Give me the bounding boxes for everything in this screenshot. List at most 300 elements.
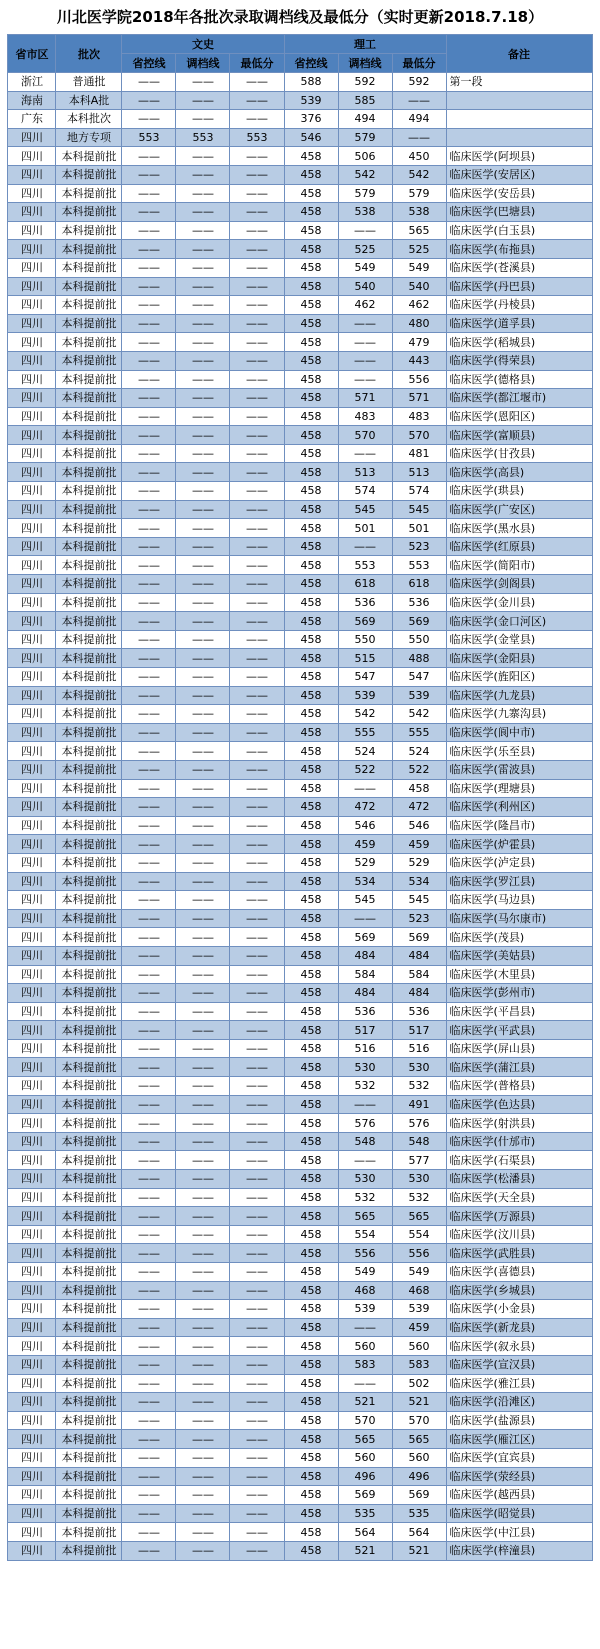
science-filing-line-cell: ——: [338, 1318, 392, 1337]
science-min-score-cell: 532: [392, 1077, 446, 1096]
province-cell: 四川: [8, 668, 56, 687]
note-cell: 临床医学(旌阳区): [446, 668, 592, 687]
province-cell: 四川: [8, 723, 56, 742]
arts-min-score-cell: ——: [230, 1300, 284, 1319]
arts-filing-line-cell: ——: [176, 984, 230, 1003]
science-min-score-cell: 556: [392, 370, 446, 389]
note-cell: 临床医学(松潘县): [446, 1170, 592, 1189]
province-cell: 四川: [8, 891, 56, 910]
batch-cell: 本科提前批: [56, 723, 122, 742]
batch-cell: 本科A批: [56, 91, 122, 110]
province-cell: 四川: [8, 258, 56, 277]
science-filing-line-cell: 532: [338, 1188, 392, 1207]
province-cell: 四川: [8, 463, 56, 482]
note-cell: 临床医学(什邡市): [446, 1132, 592, 1151]
table-row: [8, 1430, 592, 1449]
table-row: [8, 370, 592, 389]
science-control-line-cell: 458: [284, 1411, 338, 1430]
table-row: [8, 1523, 592, 1542]
science-control-line-cell: 458: [284, 835, 338, 854]
science-control-line-cell: 458: [284, 500, 338, 519]
science-min-score-cell: 483: [392, 407, 446, 426]
arts-control-line-cell: ——: [122, 73, 176, 92]
arts-control-line-cell: ——: [122, 1281, 176, 1300]
science-filing-line-cell: 524: [338, 742, 392, 761]
science-control-line-cell: 458: [284, 593, 338, 612]
header-arts-control-line: 省控线: [122, 54, 176, 73]
table-row: [8, 965, 592, 984]
note-cell: 临床医学(金口河区): [446, 612, 592, 631]
arts-control-line-cell: ——: [122, 389, 176, 408]
batch-cell: 本科提前批: [56, 1207, 122, 1226]
arts-control-line-cell: ——: [122, 705, 176, 724]
science-filing-line-cell: 529: [338, 853, 392, 872]
science-control-line-cell: 458: [284, 556, 338, 575]
note-cell: 临床医学(马尔康市): [446, 909, 592, 928]
science-filing-line-cell: 462: [338, 296, 392, 315]
science-control-line-cell: 458: [284, 612, 338, 631]
arts-control-line-cell: ——: [122, 872, 176, 891]
arts-min-score-cell: ——: [230, 407, 284, 426]
arts-control-line-cell: ——: [122, 779, 176, 798]
science-filing-line-cell: 553: [338, 556, 392, 575]
science-control-line-cell: 458: [284, 519, 338, 538]
arts-min-score-cell: ——: [230, 965, 284, 984]
arts-control-line-cell: ——: [122, 314, 176, 333]
arts-min-score-cell: ——: [230, 1114, 284, 1133]
province-cell: 四川: [8, 575, 56, 594]
note-cell: 临床医学(雷波县): [446, 760, 592, 779]
table-row: [8, 73, 592, 92]
table-row: [8, 1504, 592, 1523]
science-control-line-cell: 458: [284, 668, 338, 687]
batch-cell: 本科提前批: [56, 816, 122, 835]
note-cell: 临床医学(泸定县): [446, 853, 592, 872]
science-filing-line-cell: 513: [338, 463, 392, 482]
science-filing-line-cell: 547: [338, 668, 392, 687]
arts-min-score-cell: ——: [230, 277, 284, 296]
province-cell: 四川: [8, 965, 56, 984]
arts-min-score-cell: ——: [230, 1523, 284, 1542]
science-filing-line-cell: 556: [338, 1244, 392, 1263]
arts-control-line-cell: ——: [122, 1058, 176, 1077]
science-min-score-cell: 523: [392, 537, 446, 556]
province-cell: 浙江: [8, 73, 56, 92]
science-min-score-cell: 459: [392, 1318, 446, 1337]
science-filing-line-cell: 535: [338, 1504, 392, 1523]
science-min-score-cell: 468: [392, 1281, 446, 1300]
science-control-line-cell: 458: [284, 649, 338, 668]
arts-filing-line-cell: ——: [176, 556, 230, 575]
note-cell: 临床医学(中江县): [446, 1523, 592, 1542]
note-cell: 临床医学(小金县): [446, 1300, 592, 1319]
note-cell: 临床医学(隆昌市): [446, 816, 592, 835]
note-cell: 临床医学(汶川县): [446, 1225, 592, 1244]
note-cell: 临床医学(金堂县): [446, 630, 592, 649]
science-min-score-cell: 530: [392, 1170, 446, 1189]
batch-cell: 本科提前批: [56, 482, 122, 501]
table-row: [8, 630, 592, 649]
science-filing-line-cell: 530: [338, 1058, 392, 1077]
table-row: [8, 1244, 592, 1263]
province-cell: 四川: [8, 686, 56, 705]
note-cell: 临床医学(布拖县): [446, 240, 592, 259]
science-control-line-cell: 458: [284, 1486, 338, 1505]
note-cell: 临床医学(武胜县): [446, 1244, 592, 1263]
arts-min-score-cell: ——: [230, 816, 284, 835]
science-filing-line-cell: 585: [338, 91, 392, 110]
province-cell: 四川: [8, 1374, 56, 1393]
table-row: [8, 1337, 592, 1356]
note-cell: 临床医学(茂县): [446, 928, 592, 947]
arts-control-line-cell: ——: [122, 891, 176, 910]
arts-filing-line-cell: ——: [176, 1337, 230, 1356]
header-science-control-line: 省控线: [284, 54, 338, 73]
table-row: [8, 612, 592, 631]
science-control-line-cell: 458: [284, 389, 338, 408]
arts-control-line-cell: ——: [122, 500, 176, 519]
science-filing-line-cell: 515: [338, 649, 392, 668]
science-control-line-cell: 458: [284, 575, 338, 594]
science-filing-line-cell: 569: [338, 612, 392, 631]
science-control-line-cell: 539: [284, 91, 338, 110]
science-filing-line-cell: 545: [338, 891, 392, 910]
province-cell: 四川: [8, 240, 56, 259]
province-cell: 四川: [8, 1021, 56, 1040]
note-cell: 临床医学(罗江县): [446, 872, 592, 891]
batch-cell: 本科提前批: [56, 333, 122, 352]
batch-cell: 本科提前批: [56, 240, 122, 259]
province-cell: 广东: [8, 110, 56, 129]
province-cell: 四川: [8, 1207, 56, 1226]
science-filing-line-cell: 472: [338, 798, 392, 817]
arts-min-score-cell: ——: [230, 500, 284, 519]
arts-filing-line-cell: ——: [176, 370, 230, 389]
arts-control-line-cell: ——: [122, 91, 176, 110]
note-cell: 临床医学(广安区): [446, 500, 592, 519]
province-cell: 四川: [8, 835, 56, 854]
arts-control-line-cell: ——: [122, 370, 176, 389]
table-row: [8, 314, 592, 333]
arts-control-line-cell: ——: [122, 240, 176, 259]
science-filing-line-cell: 569: [338, 928, 392, 947]
science-min-score-cell: 496: [392, 1467, 446, 1486]
science-min-score-cell: 459: [392, 835, 446, 854]
science-min-score-cell: 529: [392, 853, 446, 872]
science-control-line-cell: 458: [284, 1300, 338, 1319]
note-cell: 临床医学(丹巴县): [446, 277, 592, 296]
science-control-line-cell: 458: [284, 723, 338, 742]
science-control-line-cell: 458: [284, 1448, 338, 1467]
science-filing-line-cell: 516: [338, 1039, 392, 1058]
science-filing-line-cell: 545: [338, 500, 392, 519]
note-cell: 临床医学(石渠县): [446, 1151, 592, 1170]
arts-control-line-cell: ——: [122, 1393, 176, 1412]
arts-min-score-cell: ——: [230, 73, 284, 92]
arts-filing-line-cell: ——: [176, 537, 230, 556]
table-row: [8, 519, 592, 538]
arts-filing-line-cell: ——: [176, 705, 230, 724]
batch-cell: 本科提前批: [56, 1541, 122, 1560]
science-min-score-cell: 554: [392, 1225, 446, 1244]
arts-control-line-cell: ——: [122, 519, 176, 538]
arts-filing-line-cell: ——: [176, 1021, 230, 1040]
arts-filing-line-cell: ——: [176, 1523, 230, 1542]
science-min-score-cell: 564: [392, 1523, 446, 1542]
arts-filing-line-cell: ——: [176, 165, 230, 184]
arts-control-line-cell: ——: [122, 1300, 176, 1319]
province-cell: 四川: [8, 407, 56, 426]
arts-control-line-cell: ——: [122, 835, 176, 854]
table-row: [8, 853, 592, 872]
arts-min-score-cell: ——: [230, 1170, 284, 1189]
science-filing-line-cell: 549: [338, 1263, 392, 1282]
science-min-score-cell: 532: [392, 1188, 446, 1207]
province-cell: 四川: [8, 1077, 56, 1096]
arts-min-score-cell: ——: [230, 444, 284, 463]
batch-cell: 本科提前批: [56, 612, 122, 631]
science-min-score-cell: 545: [392, 891, 446, 910]
science-min-score-cell: 443: [392, 351, 446, 370]
science-control-line-cell: 458: [284, 333, 338, 352]
arts-min-score-cell: ——: [230, 946, 284, 965]
province-cell: 四川: [8, 1467, 56, 1486]
science-filing-line-cell: ——: [338, 1095, 392, 1114]
batch-cell: 本科提前批: [56, 426, 122, 445]
province-cell: 四川: [8, 1411, 56, 1430]
arts-filing-line-cell: ——: [176, 965, 230, 984]
arts-control-line-cell: ——: [122, 649, 176, 668]
arts-min-score-cell: ——: [230, 649, 284, 668]
table-row: [8, 891, 592, 910]
province-cell: 四川: [8, 1337, 56, 1356]
arts-filing-line-cell: ——: [176, 1281, 230, 1300]
science-filing-line-cell: 564: [338, 1523, 392, 1542]
science-filing-line-cell: 542: [338, 165, 392, 184]
arts-min-score-cell: ——: [230, 612, 284, 631]
note-cell: 临床医学(马边县): [446, 891, 592, 910]
province-cell: 四川: [8, 1486, 56, 1505]
arts-filing-line-cell: ——: [176, 407, 230, 426]
science-min-score-cell: 550: [392, 630, 446, 649]
admission-score-table: [7, 34, 592, 1561]
arts-min-score-cell: ——: [230, 537, 284, 556]
note-cell: 临床医学(蒲江县): [446, 1058, 592, 1077]
batch-cell: 本科提前批: [56, 1337, 122, 1356]
arts-control-line-cell: ——: [122, 1504, 176, 1523]
table-row: [8, 872, 592, 891]
batch-cell: 本科提前批: [56, 965, 122, 984]
arts-min-score-cell: ——: [230, 110, 284, 129]
arts-filing-line-cell: ——: [176, 1300, 230, 1319]
arts-control-line-cell: ——: [122, 1021, 176, 1040]
arts-filing-line-cell: ——: [176, 389, 230, 408]
batch-cell: 本科提前批: [56, 1374, 122, 1393]
arts-filing-line-cell: ——: [176, 1114, 230, 1133]
table-row: [8, 351, 592, 370]
arts-filing-line-cell: ——: [176, 1448, 230, 1467]
science-min-score-cell: 538: [392, 203, 446, 222]
note-cell: 临床医学(德格县): [446, 370, 592, 389]
note-cell: 临床医学(都江堰市): [446, 389, 592, 408]
note-cell: 临床医学(苍溪县): [446, 258, 592, 277]
arts-control-line-cell: ——: [122, 760, 176, 779]
science-control-line-cell: 458: [284, 1337, 338, 1356]
science-control-line-cell: 458: [284, 984, 338, 1003]
batch-cell: 本科提前批: [56, 1225, 122, 1244]
arts-control-line-cell: ——: [122, 407, 176, 426]
science-min-score-cell: 546: [392, 816, 446, 835]
table-row: [8, 1467, 592, 1486]
arts-control-line-cell: ——: [122, 816, 176, 835]
note-cell: 临床医学(阿坝县): [446, 147, 592, 166]
batch-cell: 本科提前批: [56, 668, 122, 687]
note-cell: 临床医学(炉霍县): [446, 835, 592, 854]
arts-min-score-cell: ——: [230, 1077, 284, 1096]
science-control-line-cell: 458: [284, 463, 338, 482]
province-cell: 四川: [8, 1393, 56, 1412]
arts-control-line-cell: ——: [122, 686, 176, 705]
science-filing-line-cell: 484: [338, 984, 392, 1003]
arts-min-score-cell: ——: [230, 1486, 284, 1505]
batch-cell: 本科提前批: [56, 500, 122, 519]
header-science: 理工: [284, 35, 446, 54]
province-cell: 四川: [8, 1188, 56, 1207]
arts-filing-line-cell: ——: [176, 1039, 230, 1058]
arts-control-line-cell: ——: [122, 1541, 176, 1560]
arts-min-score-cell: ——: [230, 463, 284, 482]
science-min-score-cell: 618: [392, 575, 446, 594]
note-cell: 临床医学(平昌县): [446, 1002, 592, 1021]
province-cell: 四川: [8, 1170, 56, 1189]
table-row: [8, 147, 592, 166]
arts-min-score-cell: ——: [230, 1132, 284, 1151]
batch-cell: 本科提前批: [56, 1448, 122, 1467]
note-cell: 临床医学(得荣县): [446, 351, 592, 370]
science-min-score-cell: 536: [392, 593, 446, 612]
province-cell: 四川: [8, 1114, 56, 1133]
note-cell: 临床医学(沿滩区): [446, 1393, 592, 1412]
batch-cell: 本科提前批: [56, 1095, 122, 1114]
science-min-score-cell: 521: [392, 1541, 446, 1560]
arts-min-score-cell: ——: [230, 872, 284, 891]
batch-cell: 本科提前批: [56, 1244, 122, 1263]
arts-control-line-cell: ——: [122, 203, 176, 222]
arts-filing-line-cell: ——: [176, 1207, 230, 1226]
arts-filing-line-cell: ——: [176, 668, 230, 687]
science-control-line-cell: 458: [284, 1188, 338, 1207]
science-filing-line-cell: 554: [338, 1225, 392, 1244]
science-control-line-cell: 458: [284, 1541, 338, 1560]
table-row: [8, 463, 592, 482]
table-row: [8, 668, 592, 687]
science-filing-line-cell: ——: [338, 444, 392, 463]
batch-cell: 本科提前批: [56, 1170, 122, 1189]
batch-cell: 本科提前批: [56, 779, 122, 798]
science-min-score-cell: 494: [392, 110, 446, 129]
science-min-score-cell: 592: [392, 73, 446, 92]
arts-min-score-cell: ——: [230, 723, 284, 742]
arts-filing-line-cell: ——: [176, 686, 230, 705]
science-filing-line-cell: 574: [338, 482, 392, 501]
arts-min-score-cell: ——: [230, 1207, 284, 1226]
table-row: [8, 1541, 592, 1560]
science-control-line-cell: 458: [284, 203, 338, 222]
province-cell: 四川: [8, 705, 56, 724]
arts-control-line-cell: ——: [122, 1318, 176, 1337]
batch-cell: 本科提前批: [56, 853, 122, 872]
province-cell: 四川: [8, 909, 56, 928]
arts-min-score-cell: ——: [230, 779, 284, 798]
science-control-line-cell: 458: [284, 1523, 338, 1542]
province-cell: 四川: [8, 1263, 56, 1282]
arts-filing-line-cell: ——: [176, 1225, 230, 1244]
table-row: [8, 984, 592, 1003]
arts-filing-line-cell: ——: [176, 798, 230, 817]
batch-cell: 本科提前批: [56, 1504, 122, 1523]
arts-control-line-cell: ——: [122, 426, 176, 445]
header-science-min-score: 最低分: [392, 54, 446, 73]
header-row-1: [8, 35, 592, 54]
arts-filing-line-cell: ——: [176, 909, 230, 928]
note-cell: 临床医学(恩阳区): [446, 407, 592, 426]
table-row: [8, 296, 592, 315]
science-min-score-cell: 540: [392, 277, 446, 296]
batch-cell: 本科提前批: [56, 165, 122, 184]
arts-filing-line-cell: ——: [176, 110, 230, 129]
science-control-line-cell: 458: [284, 1207, 338, 1226]
note-cell: 临床医学(剑阁县): [446, 575, 592, 594]
science-min-score-cell: 560: [392, 1448, 446, 1467]
batch-cell: 本科提前批: [56, 184, 122, 203]
science-min-score-cell: 565: [392, 1430, 446, 1449]
province-cell: 四川: [8, 1504, 56, 1523]
arts-min-score-cell: ——: [230, 91, 284, 110]
science-min-score-cell: 530: [392, 1058, 446, 1077]
table-row: [8, 389, 592, 408]
arts-control-line-cell: ——: [122, 1448, 176, 1467]
note-cell: 临床医学(平武县): [446, 1021, 592, 1040]
arts-control-line-cell: ——: [122, 853, 176, 872]
batch-cell: 本科提前批: [56, 1058, 122, 1077]
batch-cell: 本科提前批: [56, 1281, 122, 1300]
arts-control-line-cell: ——: [122, 1188, 176, 1207]
table-row: [8, 1058, 592, 1077]
arts-control-line-cell: ——: [122, 1132, 176, 1151]
science-min-score-cell: 547: [392, 668, 446, 687]
arts-min-score-cell: ——: [230, 1058, 284, 1077]
science-min-score-cell: 479: [392, 333, 446, 352]
province-cell: 四川: [8, 1281, 56, 1300]
science-control-line-cell: 458: [284, 147, 338, 166]
arts-control-line-cell: ——: [122, 1207, 176, 1226]
arts-control-line-cell: ——: [122, 1486, 176, 1505]
arts-min-score-cell: ——: [230, 370, 284, 389]
science-min-score-cell: 517: [392, 1021, 446, 1040]
science-filing-line-cell: 579: [338, 184, 392, 203]
province-cell: 四川: [8, 798, 56, 817]
batch-cell: 本科提前批: [56, 296, 122, 315]
arts-filing-line-cell: ——: [176, 203, 230, 222]
table-row: [8, 128, 592, 147]
arts-control-line-cell: ——: [122, 147, 176, 166]
arts-control-line-cell: ——: [122, 1077, 176, 1096]
note-cell: [446, 128, 592, 147]
science-control-line-cell: 458: [284, 872, 338, 891]
batch-cell: 本科提前批: [56, 221, 122, 240]
note-cell: 临床医学(巴塘县): [446, 203, 592, 222]
arts-filing-line-cell: ——: [176, 482, 230, 501]
